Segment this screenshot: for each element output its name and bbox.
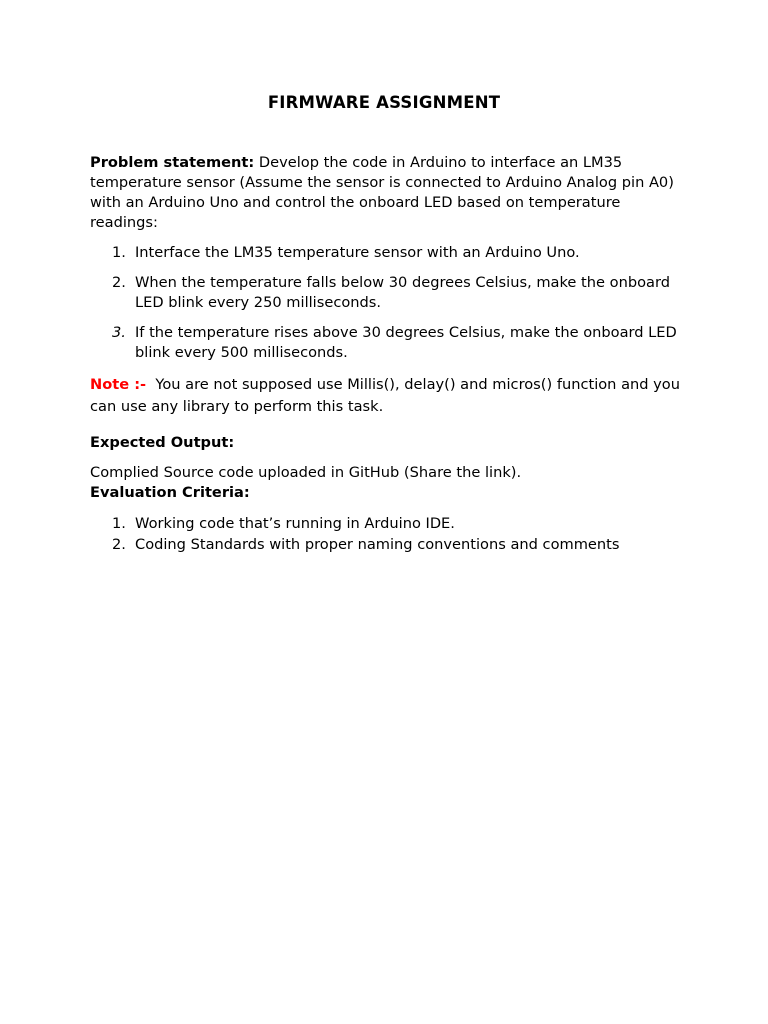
expected-output-heading: Expected Output:	[90, 434, 235, 451]
list-item-text: Working code that’s running in Arduino IDE.	[135, 515, 455, 532]
list-item	[90, 243, 690, 263]
problem-statement-text: Develop the code in Arduino to interface an LM35 temperature sensor (Assume the sensor is connected to Arduino Analog pin A0) with an Arduino Uno and control the onboard LED based on temperature readings:	[90, 154, 674, 231]
list-item-number: 3.	[112, 324, 126, 341]
problem-statement	[90, 153, 690, 233]
list-item-number: 2.	[112, 536, 126, 553]
note-label: Note :-	[90, 376, 147, 393]
list-item-text: Coding Standards with proper naming conventions and comments	[135, 536, 620, 553]
evaluation-criteria-heading: Evaluation Criteria:	[90, 484, 250, 501]
task-list	[90, 243, 690, 363]
list-item-text: Interface the LM35 temperature sensor with an Arduino Uno.	[135, 244, 580, 261]
evaluation-list	[90, 513, 690, 555]
expected-output-text: Complied Source code uploaded in GitHub (Share the link).	[90, 464, 522, 481]
list-item	[90, 534, 690, 555]
list-item-number: 1.	[112, 515, 126, 532]
note-text: You are not supposed use Millis(), delay() and micros() function and you can use any library to perform this task.	[90, 376, 685, 415]
list-item-text: If the temperature rises above 30 degrees Celsius, make the onboard LED blink every 500 milliseconds.	[135, 324, 677, 361]
problem-statement-label: Problem statement:	[90, 154, 255, 171]
list-item-number: 1.	[112, 244, 126, 261]
note-paragraph	[90, 374, 690, 418]
list-item	[90, 513, 690, 534]
page-title: FIRMWARE ASSIGNMENT	[267, 93, 501, 112]
list-item	[90, 323, 690, 363]
list-item	[90, 273, 690, 313]
list-item-text: When the temperature falls below 30 degrees Celsius, make the onboard LED blink every 250 milliseconds.	[135, 274, 670, 311]
list-item-number: 2.	[112, 274, 126, 291]
